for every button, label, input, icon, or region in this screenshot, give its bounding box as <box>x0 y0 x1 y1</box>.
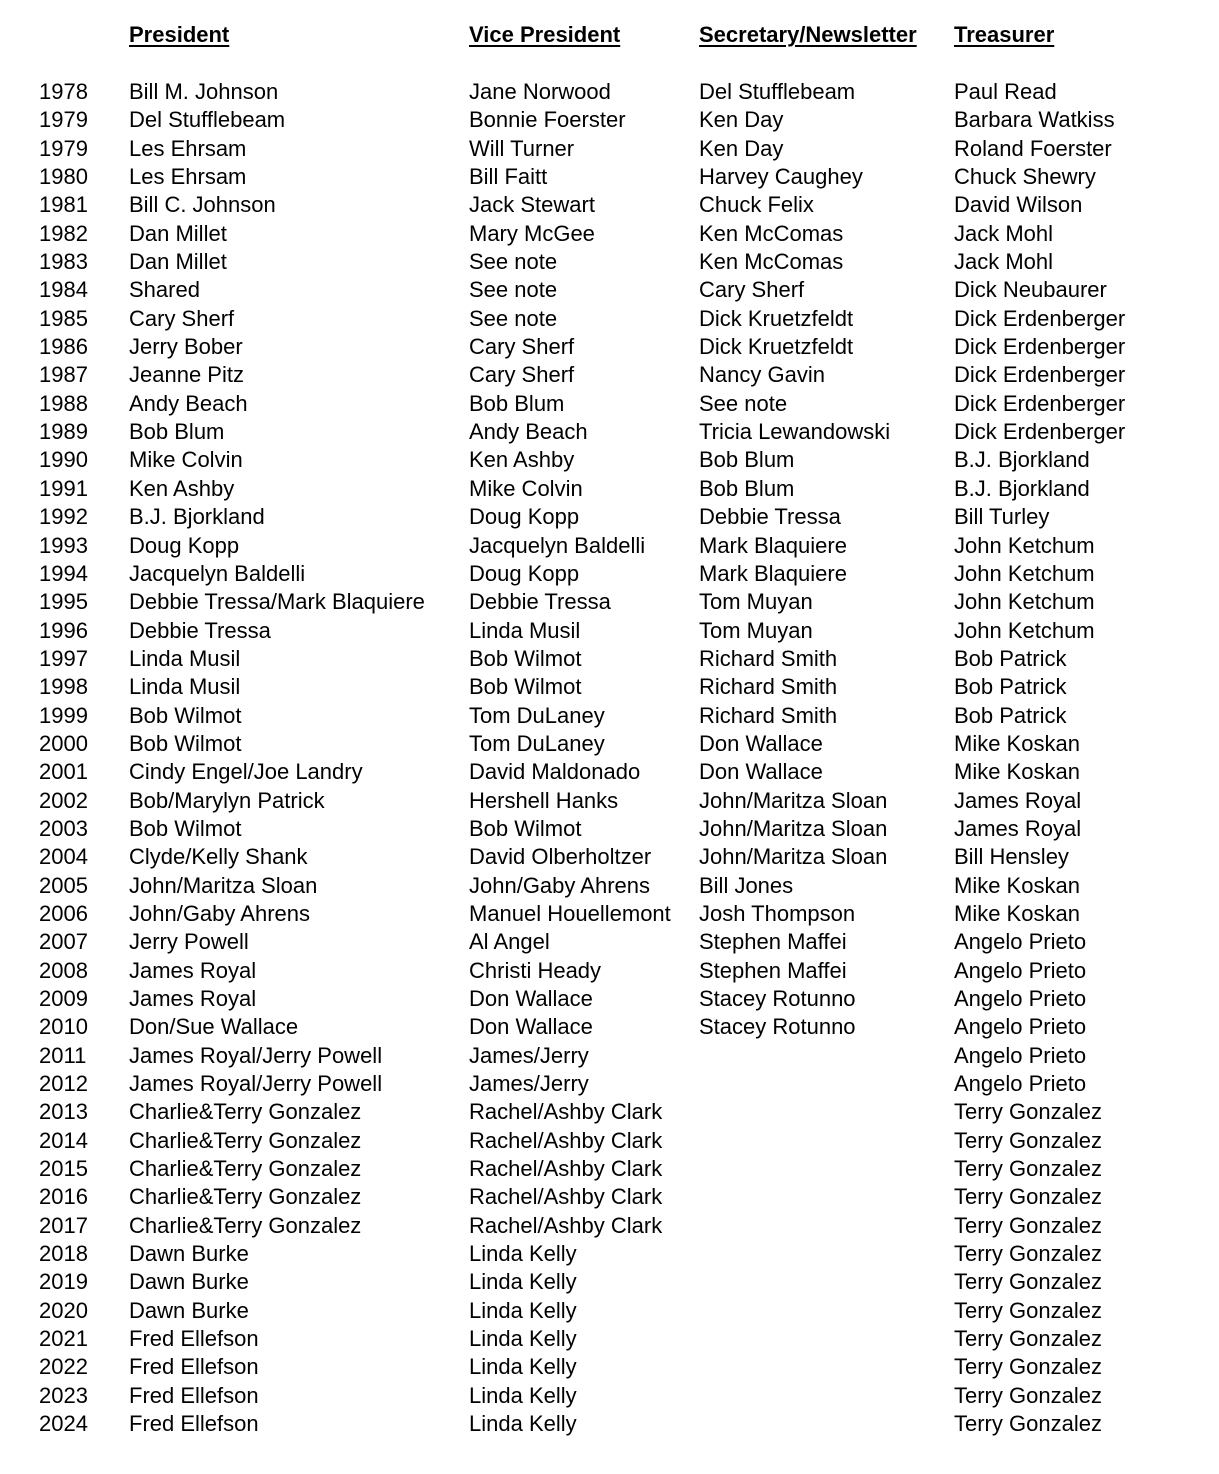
treasurer-cell: Terry Gonzalez <box>954 1099 1102 1125</box>
treasurer-cell: Chuck Shewry <box>954 164 1096 190</box>
vice-president-cell: Jack Stewart <box>469 192 595 218</box>
president-cell: Mike Colvin <box>129 447 243 473</box>
year-cell: 2012 <box>39 1071 88 1097</box>
president-cell: Les Ehrsam <box>129 135 247 161</box>
secretary-cell: Mark Blaquiere <box>699 560 847 586</box>
president-cell: Charlie&Terry Gonzalez <box>129 1184 362 1210</box>
year-cell: 1992 <box>39 504 88 530</box>
vice-president-cell: Linda Kelly <box>469 1326 577 1352</box>
secretary-cell: John/Maritza Sloan <box>699 815 888 841</box>
year-cell: 1991 <box>39 475 88 501</box>
president-cell: Debbie Tressa/Mark Blaquiere <box>129 589 425 615</box>
secretary-cell: Nancy Gavin <box>699 362 825 388</box>
vice-president-cell: Linda Kelly <box>469 1241 577 1267</box>
treasurer-cell: Terry Gonzalez <box>954 1326 1102 1352</box>
year-cell: 1995 <box>39 589 88 615</box>
table-row <box>0 191 1219 219</box>
table-row <box>0 702 1219 730</box>
treasurer-cell: Jack Mohl <box>954 220 1054 246</box>
secretary-cell: Josh Thompson <box>699 900 856 926</box>
secretary-cell: John/Maritza Sloan <box>699 787 888 813</box>
treasurer-cell: Mike Koskan <box>954 900 1080 926</box>
year-cell: 2023 <box>39 1382 88 1408</box>
year-cell: 1986 <box>39 334 88 360</box>
secretary-cell: See note <box>699 390 788 416</box>
secretary-cell: Stacey Rotunno <box>699 1014 856 1040</box>
year-cell: 1996 <box>39 617 88 643</box>
table-row <box>0 560 1219 588</box>
vice-president-cell: John/Gaby Ahrens <box>469 872 651 898</box>
president-cell: Bob/Marylyn Patrick <box>129 787 325 813</box>
treasurer-cell: Terry Gonzalez <box>954 1354 1102 1380</box>
year-cell: 2016 <box>39 1184 88 1210</box>
table-row <box>0 106 1219 134</box>
vice-president-cell: Rachel/Ashby Clark <box>469 1184 663 1210</box>
year-cell: 1990 <box>39 447 88 473</box>
treasurer-cell: Dick Erdenberger <box>954 305 1126 331</box>
treasurer-cell: David Wilson <box>954 192 1083 218</box>
treasurer-cell: Dick Erdenberger <box>954 419 1126 445</box>
vice-president-cell: Jacquelyn Baldelli <box>469 532 646 558</box>
president-cell: Debbie Tressa <box>129 617 271 643</box>
president-cell: John/Gaby Ahrens <box>129 900 311 926</box>
president-cell: Jerry Bober <box>129 334 243 360</box>
treasurer-cell: Mike Koskan <box>954 759 1080 785</box>
vice-president-cell: Bob Wilmot <box>469 674 582 700</box>
secretary-cell: Dick Kruetzfeldt <box>699 334 854 360</box>
secretary-cell: Ken McComas <box>699 220 844 246</box>
treasurer-cell: Terry Gonzalez <box>954 1269 1102 1295</box>
president-cell: Charlie&Terry Gonzalez <box>129 1127 362 1153</box>
president-cell: Bob Wilmot <box>129 815 242 841</box>
vice-president-cell: Bill Faitt <box>469 164 548 190</box>
president-cell: Bob Wilmot <box>129 702 242 728</box>
table-row <box>0 1042 1219 1070</box>
table-row <box>0 78 1219 106</box>
president-cell: Clyde/Kelly Shank <box>129 844 308 870</box>
table-row <box>0 843 1219 871</box>
treasurer-cell: Terry Gonzalez <box>954 1184 1102 1210</box>
treasurer-cell: John Ketchum <box>954 617 1095 643</box>
president-cell: Linda Musil <box>129 674 241 700</box>
vice-president-cell: Bob Blum <box>469 390 565 416</box>
secretary-cell: Harvey Caughey <box>699 164 863 190</box>
vice-president-cell: Doug Kopp <box>469 504 580 530</box>
treasurer-cell: Terry Gonzalez <box>954 1297 1102 1323</box>
president-cell: Dawn Burke <box>129 1241 249 1267</box>
year-cell: 1985 <box>39 305 88 331</box>
president-cell: Dawn Burke <box>129 1269 249 1295</box>
treasurer-cell: Bob Patrick <box>954 645 1067 671</box>
secretary-cell: Bill Jones <box>699 872 794 898</box>
year-cell: 1989 <box>39 419 88 445</box>
vice-president-cell: See note <box>469 305 558 331</box>
secretary-cell: Mark Blaquiere <box>699 532 847 558</box>
year-cell: 1999 <box>39 702 88 728</box>
table-row <box>0 503 1219 531</box>
vice-president-cell: Debbie Tressa <box>469 589 611 615</box>
table-row <box>0 900 1219 928</box>
table-row <box>0 1070 1219 1098</box>
president-cell: Andy Beach <box>129 390 248 416</box>
president-cell: Jerry Powell <box>129 929 249 955</box>
vice-president-cell: David Olberholtzer <box>469 844 652 870</box>
vice-president-cell: Rachel/Ashby Clark <box>469 1099 663 1125</box>
president-cell: Shared <box>129 277 200 303</box>
president-cell: John/Maritza Sloan <box>129 872 318 898</box>
year-cell: 2006 <box>39 900 88 926</box>
president-cell: Charlie&Terry Gonzalez <box>129 1212 362 1238</box>
secretary-cell: Richard Smith <box>699 702 838 728</box>
secretary-cell: Don Wallace <box>699 759 823 785</box>
secretary-cell: Tom Muyan <box>699 617 813 643</box>
treasurer-column-header: Treasurer <box>954 22 1055 47</box>
year-cell: 2013 <box>39 1099 88 1125</box>
vice-president-cell: Rachel/Ashby Clark <box>469 1127 663 1153</box>
year-cell: 2005 <box>39 872 88 898</box>
table-row <box>0 1240 1219 1268</box>
secretary-cell: Bob Blum <box>699 447 795 473</box>
president-cell: Jeanne Pitz <box>129 362 244 388</box>
vice-president-cell: David Maldonado <box>469 759 641 785</box>
table-row <box>0 730 1219 758</box>
vice-president-cell: Tom DuLaney <box>469 702 605 728</box>
vice-president-cell: Bob Wilmot <box>469 815 582 841</box>
year-cell: 2001 <box>39 759 88 785</box>
secretary-column-header: Secretary/Newsletter <box>699 22 917 47</box>
table-row <box>0 645 1219 673</box>
vice-president-cell: Linda Kelly <box>469 1382 577 1408</box>
vice-president-cell: Mary McGee <box>469 220 595 246</box>
president-cell: Dawn Burke <box>129 1297 249 1323</box>
president-cell: Bob Wilmot <box>129 730 242 756</box>
treasurer-cell: Bob Patrick <box>954 674 1067 700</box>
secretary-cell: Tom Muyan <box>699 589 813 615</box>
vice-president-cell: Rachel/Ashby Clark <box>469 1212 663 1238</box>
table-row <box>0 1127 1219 1155</box>
year-cell: 2014 <box>39 1127 88 1153</box>
president-cell: Fred Ellefson <box>129 1354 259 1380</box>
table-row <box>0 617 1219 645</box>
table-row <box>0 815 1219 843</box>
treasurer-cell: Angelo Prieto <box>954 929 1087 955</box>
year-cell: 2022 <box>39 1354 88 1380</box>
president-cell: Linda Musil <box>129 645 241 671</box>
president-cell: Fred Ellefson <box>129 1326 259 1352</box>
president-cell: James Royal <box>129 986 257 1011</box>
vice-president-cell: Cary Sherf <box>469 362 575 388</box>
vice-president-cell: Hershell Hanks <box>469 787 619 813</box>
secretary-cell: Debbie Tressa <box>699 504 841 530</box>
year-cell: 2020 <box>39 1297 88 1323</box>
treasurer-cell: Terry Gonzalez <box>954 1411 1102 1437</box>
secretary-cell: Stephen Maffei <box>699 957 847 983</box>
table-row <box>0 390 1219 418</box>
president-column-header: President <box>129 22 230 47</box>
table-row <box>0 1297 1219 1325</box>
year-cell: 2003 <box>39 815 88 841</box>
president-cell: Bob Blum <box>129 419 225 445</box>
vice-president-cell: See note <box>469 277 558 303</box>
vice-president-cell: Manuel Houellemont <box>469 900 671 926</box>
treasurer-cell: Dick Erdenberger <box>954 390 1126 416</box>
treasurer-cell: Bill Hensley <box>954 844 1069 870</box>
table-row <box>0 957 1219 985</box>
secretary-cell: John/Maritza Sloan <box>699 844 888 870</box>
treasurer-cell: Terry Gonzalez <box>954 1212 1102 1238</box>
president-cell: James Royal/Jerry Powell <box>129 1071 383 1097</box>
header-row <box>0 20 1219 52</box>
president-cell: Bill C. Johnson <box>129 192 276 218</box>
year-cell: 2017 <box>39 1212 88 1238</box>
treasurer-cell: John Ketchum <box>954 560 1095 586</box>
year-cell: 1982 <box>39 220 88 246</box>
president-cell: Bill M. Johnson <box>129 79 279 104</box>
year-cell: 2015 <box>39 1156 88 1182</box>
table-row <box>0 588 1219 616</box>
vice-president-cell: See note <box>469 249 558 275</box>
table-row <box>0 446 1219 474</box>
vice-president-cell: Bonnie Foerster <box>469 107 626 133</box>
secretary-cell: Cary Sherf <box>699 277 805 303</box>
table-row <box>0 1410 1219 1438</box>
year-cell: 1993 <box>39 532 88 558</box>
vice-president-cell: Linda Kelly <box>469 1297 577 1323</box>
table-row <box>0 1098 1219 1126</box>
treasurer-cell: Terry Gonzalez <box>954 1241 1102 1267</box>
treasurer-cell: Mike Koskan <box>954 872 1080 898</box>
table-row <box>0 135 1219 163</box>
vice-president-cell: Mike Colvin <box>469 475 583 501</box>
treasurer-cell: B.J. Bjorkland <box>954 447 1090 473</box>
treasurer-cell: B.J. Bjorkland <box>954 475 1090 501</box>
president-cell: James Royal <box>129 957 257 983</box>
vice-president-cell: Tom DuLaney <box>469 730 605 756</box>
table-row <box>0 333 1219 361</box>
year-cell: 1978 <box>39 79 88 104</box>
year-cell: 2007 <box>39 929 88 955</box>
vice-president-cell: Andy Beach <box>469 419 588 445</box>
president-cell: Les Ehrsam <box>129 164 247 190</box>
treasurer-cell: Barbara Watkiss <box>954 107 1115 133</box>
vice-president-cell: Jane Norwood <box>469 79 611 104</box>
year-cell: 2000 <box>39 730 88 756</box>
vice-president-cell: Rachel/Ashby Clark <box>469 1156 663 1182</box>
year-cell: 2002 <box>39 787 88 813</box>
table-row <box>0 1353 1219 1381</box>
table-row <box>0 220 1219 248</box>
secretary-cell: Don Wallace <box>699 730 823 756</box>
table-row <box>0 758 1219 786</box>
year-cell: 1988 <box>39 390 88 416</box>
president-cell: Cary Sherf <box>129 305 235 331</box>
table-row <box>0 163 1219 191</box>
secretary-cell: Chuck Felix <box>699 192 814 218</box>
secretary-cell: Richard Smith <box>699 645 838 671</box>
year-cell: 2024 <box>39 1411 88 1437</box>
vice-president-cell: Bob Wilmot <box>469 645 582 671</box>
table-row <box>0 1183 1219 1211</box>
treasurer-cell: Angelo Prieto <box>954 1042 1087 1068</box>
vice-president-cell: Christi Heady <box>469 957 602 983</box>
secretary-cell: Bob Blum <box>699 475 795 501</box>
treasurer-cell: Terry Gonzalez <box>954 1382 1102 1408</box>
president-cell: Charlie&Terry Gonzalez <box>129 1156 362 1182</box>
treasurer-cell: Roland Foerster <box>954 135 1112 161</box>
table-row <box>0 532 1219 560</box>
treasurer-cell: Terry Gonzalez <box>954 1156 1102 1182</box>
secretary-cell: Stacey Rotunno <box>699 986 856 1011</box>
vice-president-cell: Don Wallace <box>469 986 593 1011</box>
treasurer-cell: Mike Koskan <box>954 730 1080 756</box>
president-cell: Jacquelyn Baldelli <box>129 560 306 586</box>
year-cell: 2004 <box>39 844 88 870</box>
vice-president-cell: Linda Kelly <box>469 1269 577 1295</box>
treasurer-cell: Dick Erdenberger <box>954 334 1126 360</box>
vice-president-cell: James/Jerry <box>469 1042 589 1068</box>
vice-president-cell: Linda Kelly <box>469 1411 577 1437</box>
year-cell: 1979 <box>39 107 88 133</box>
table-row <box>0 928 1219 956</box>
table-body <box>0 78 1219 1439</box>
table-row <box>0 276 1219 304</box>
treasurer-cell: Dick Erdenberger <box>954 362 1126 388</box>
vice-president-cell: James/Jerry <box>469 1071 589 1097</box>
treasurer-cell: Paul Read <box>954 79 1057 104</box>
year-cell: 2018 <box>39 1241 88 1267</box>
table-row <box>0 475 1219 503</box>
treasurer-cell: Bob Patrick <box>954 702 1067 728</box>
vice-president-cell: Linda Musil <box>469 617 581 643</box>
year-cell: 1983 <box>39 249 88 275</box>
treasurer-cell: Terry Gonzalez <box>954 1127 1102 1153</box>
table-row <box>0 1212 1219 1240</box>
secretary-cell: Del Stufflebeam <box>699 79 856 104</box>
year-cell: 2008 <box>39 957 88 983</box>
year-cell: 2009 <box>39 986 88 1011</box>
president-cell: Doug Kopp <box>129 532 240 558</box>
year-cell: 1998 <box>39 674 88 700</box>
year-cell: 1980 <box>39 164 88 190</box>
vice-president-column-header: Vice President <box>469 22 621 47</box>
president-cell: Dan Millet <box>129 249 227 275</box>
table-row <box>0 787 1219 815</box>
table-row <box>0 1268 1219 1296</box>
secretary-cell: Ken McComas <box>699 249 844 275</box>
table-row <box>0 1155 1219 1183</box>
year-cell: 1979 <box>39 135 88 161</box>
year-cell: 2019 <box>39 1269 88 1295</box>
table-row <box>0 1325 1219 1353</box>
president-cell: Cindy Engel/Joe Landry <box>129 759 363 785</box>
vice-president-cell: Don Wallace <box>469 1014 593 1040</box>
president-cell: B.J. Bjorkland <box>129 504 265 530</box>
year-cell: 1994 <box>39 560 88 586</box>
treasurer-cell: James Royal <box>954 787 1082 813</box>
treasurer-cell: Jack Mohl <box>954 249 1054 275</box>
treasurer-cell: John Ketchum <box>954 589 1095 615</box>
year-cell: 1981 <box>39 192 88 218</box>
vice-president-cell: Will Turner <box>469 135 575 161</box>
treasurer-cell: Dick Neubaurer <box>954 277 1107 303</box>
secretary-cell: Ken Day <box>699 135 784 161</box>
table-row <box>0 985 1219 1013</box>
president-cell: Charlie&Terry Gonzalez <box>129 1099 362 1125</box>
year-cell: 2021 <box>39 1326 88 1352</box>
president-cell: Del Stufflebeam <box>129 107 286 133</box>
vice-president-cell: Ken Ashby <box>469 447 575 473</box>
president-cell: Fred Ellefson <box>129 1382 259 1408</box>
vice-president-cell: Al Angel <box>469 929 550 955</box>
secretary-cell: Dick Kruetzfeldt <box>699 305 854 331</box>
year-cell: 1997 <box>39 645 88 671</box>
vice-president-cell: Linda Kelly <box>469 1354 577 1380</box>
president-cell: Don/Sue Wallace <box>129 1014 299 1040</box>
secretary-cell: Ken Day <box>699 107 784 133</box>
treasurer-cell: Bill Turley <box>954 504 1050 530</box>
treasurer-cell: John Ketchum <box>954 532 1095 558</box>
year-cell: 2011 <box>39 1042 87 1068</box>
secretary-cell: Stephen Maffei <box>699 929 847 955</box>
table-row <box>0 305 1219 333</box>
table-row <box>0 248 1219 276</box>
table-row <box>0 872 1219 900</box>
table-row <box>0 361 1219 389</box>
year-cell: 1987 <box>39 362 88 388</box>
year-cell: 1984 <box>39 277 88 303</box>
president-cell: Fred Ellefson <box>129 1411 259 1437</box>
treasurer-cell: Angelo Prieto <box>954 1071 1087 1097</box>
treasurer-cell: Angelo Prieto <box>954 957 1087 983</box>
president-cell: Dan Millet <box>129 220 227 246</box>
table-row <box>0 418 1219 446</box>
table-row <box>0 1382 1219 1410</box>
treasurer-cell: Angelo Prieto <box>954 986 1087 1011</box>
president-cell: Ken Ashby <box>129 475 235 501</box>
treasurer-cell: Angelo Prieto <box>954 1014 1087 1040</box>
year-cell: 2010 <box>39 1014 88 1040</box>
table-row <box>0 1013 1219 1041</box>
treasurer-cell: James Royal <box>954 815 1082 841</box>
table-row <box>0 673 1219 701</box>
secretary-cell: Richard Smith <box>699 674 838 700</box>
president-cell: James Royal/Jerry Powell <box>129 1042 383 1068</box>
vice-president-cell: Doug Kopp <box>469 560 580 586</box>
secretary-cell: Tricia Lewandowski <box>699 419 891 445</box>
vice-president-cell: Cary Sherf <box>469 334 575 360</box>
